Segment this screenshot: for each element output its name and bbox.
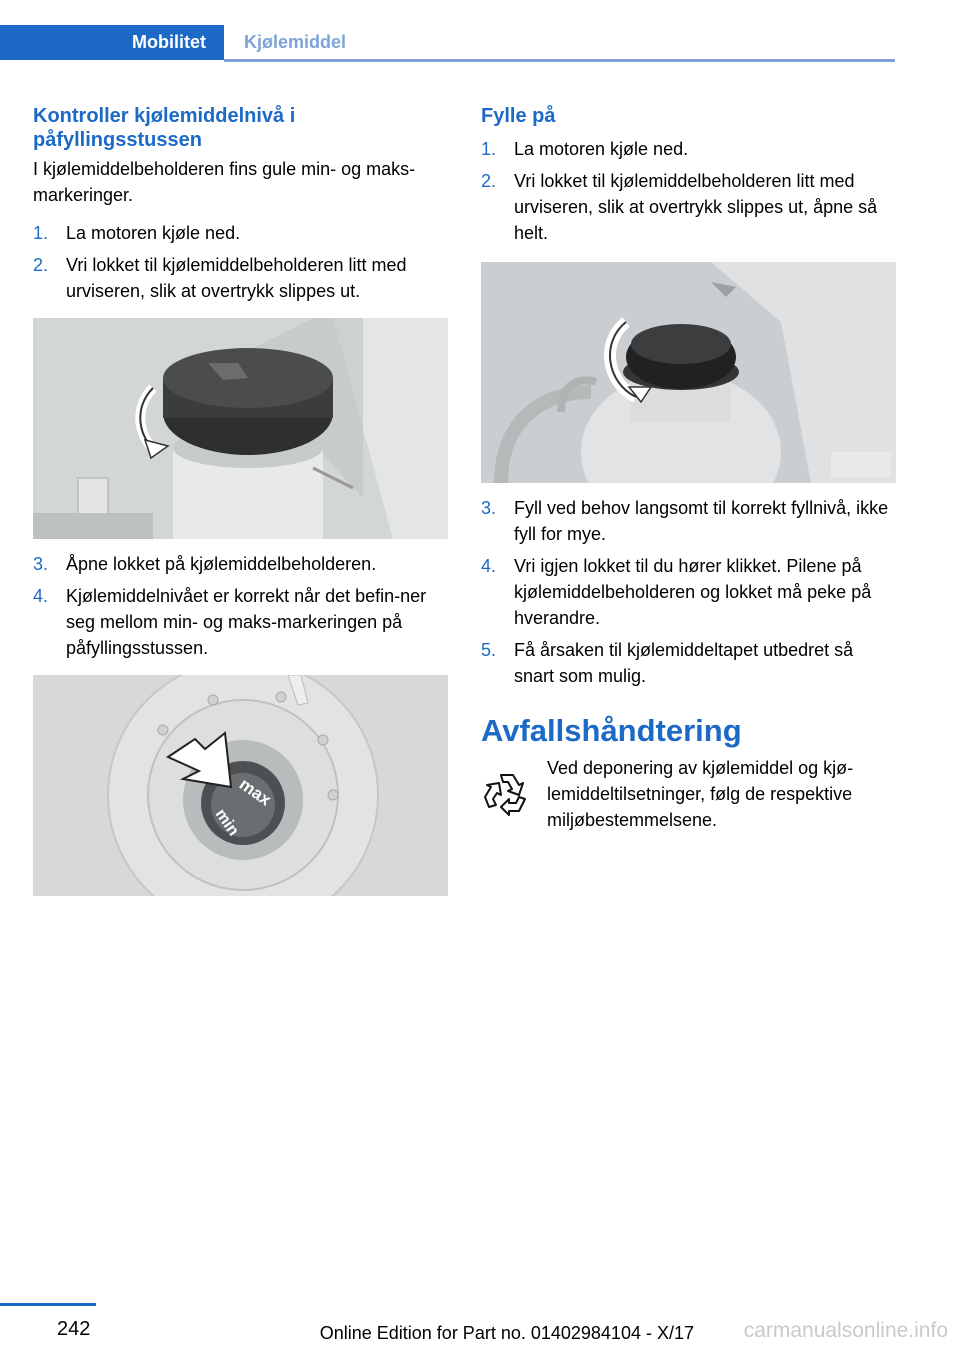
refill-steps-a [481,136,896,246]
recycle-icon [481,769,533,821]
step-text: La motoren kjøle ned. [66,223,241,243]
list-item [481,553,896,631]
list-item [33,583,448,661]
step-number: 2. [481,171,497,191]
list-item [481,136,896,162]
step-text: La motoren kjøle ned. [514,139,689,159]
section-tab [0,25,224,60]
step-text: Vri lokket til kjølemiddelbeholderen litt med urviseren, slik at overtrykk slippes ut, åpne så helt. [514,171,878,243]
disposal-text: Ved deponering av kjølemiddel og kjø-lemiddeltilsetninger, følg de respektive miljøbestemmelsene. [547,758,854,830]
check-level-heading: Kontroller kjølemiddelnivå i påfyllingsstussen [33,105,296,151]
refill-steps-b [481,495,896,689]
step-number: 3. [33,554,49,574]
list-item [33,252,448,304]
list-item [481,637,896,689]
cap-turn-figure [33,318,448,539]
check-level-intro: I kjølemiddelbeholderen fins gule min- og maks-markeringer. [33,159,416,205]
step-text: Åpne lokket på kjølemiddelbeholderen. [66,554,377,574]
step-number: 1. [481,139,497,159]
list-item [481,168,896,246]
list-item [481,495,896,547]
page-number-rule [0,1303,96,1306]
page-header [0,25,895,61]
step-number: 4. [33,586,49,606]
section-tab-label: Mobilitet [132,32,206,52]
list-item [33,220,448,246]
check-steps-a [33,220,448,304]
step-number: 5. [481,640,497,660]
header-rule [224,59,895,62]
right-column [481,104,896,833]
edition-footer: Online Edition for Part no. 01402984104 - X/17 [319,1323,694,1343]
step-text: Fyll ved behov langsomt til korrekt fyllnivå, ikke fyll for mye. [514,498,889,544]
page-number: 242 [57,1318,91,1340]
min-label: min [211,806,242,840]
step-text: Vri igjen lokket til du hører klikket. Pilene på kjølemiddelbeholderen og lokket må peke på hverandre. [514,556,872,628]
max-label: max [235,774,275,810]
step-number: 4. [481,556,497,576]
step-text: Få årsaken til kjølemiddeltapet utbedret så snart som mulig. [514,640,854,686]
disposal-note [481,755,896,833]
reservoir-figure [481,262,896,483]
step-number: 3. [481,498,497,518]
filler-neck-illustration [33,675,448,896]
refill-heading: Fylle på [481,105,556,127]
watermark: carmanualsonline.info [743,1319,948,1342]
cap-turn-illustration [33,318,448,539]
filler-neck-figure [33,675,448,896]
left-column [33,104,448,896]
reservoir-illustration [481,262,896,483]
step-text: Kjølemiddelnivået er korrekt når det befin-ner seg mellom min- og maks-markeringen på påfyllingsstussen. [66,586,427,658]
step-text: Vri lokket til kjølemiddelbeholderen litt med urviseren, slik at overtrykk slippes ut. [66,255,407,301]
step-number: 2. [33,255,49,275]
check-steps-b [33,551,448,661]
step-number: 1. [33,223,49,243]
topic-tab: Kjølemiddel [244,32,347,52]
list-item [33,551,448,577]
disposal-heading: Avfallshåndtering [481,713,742,748]
